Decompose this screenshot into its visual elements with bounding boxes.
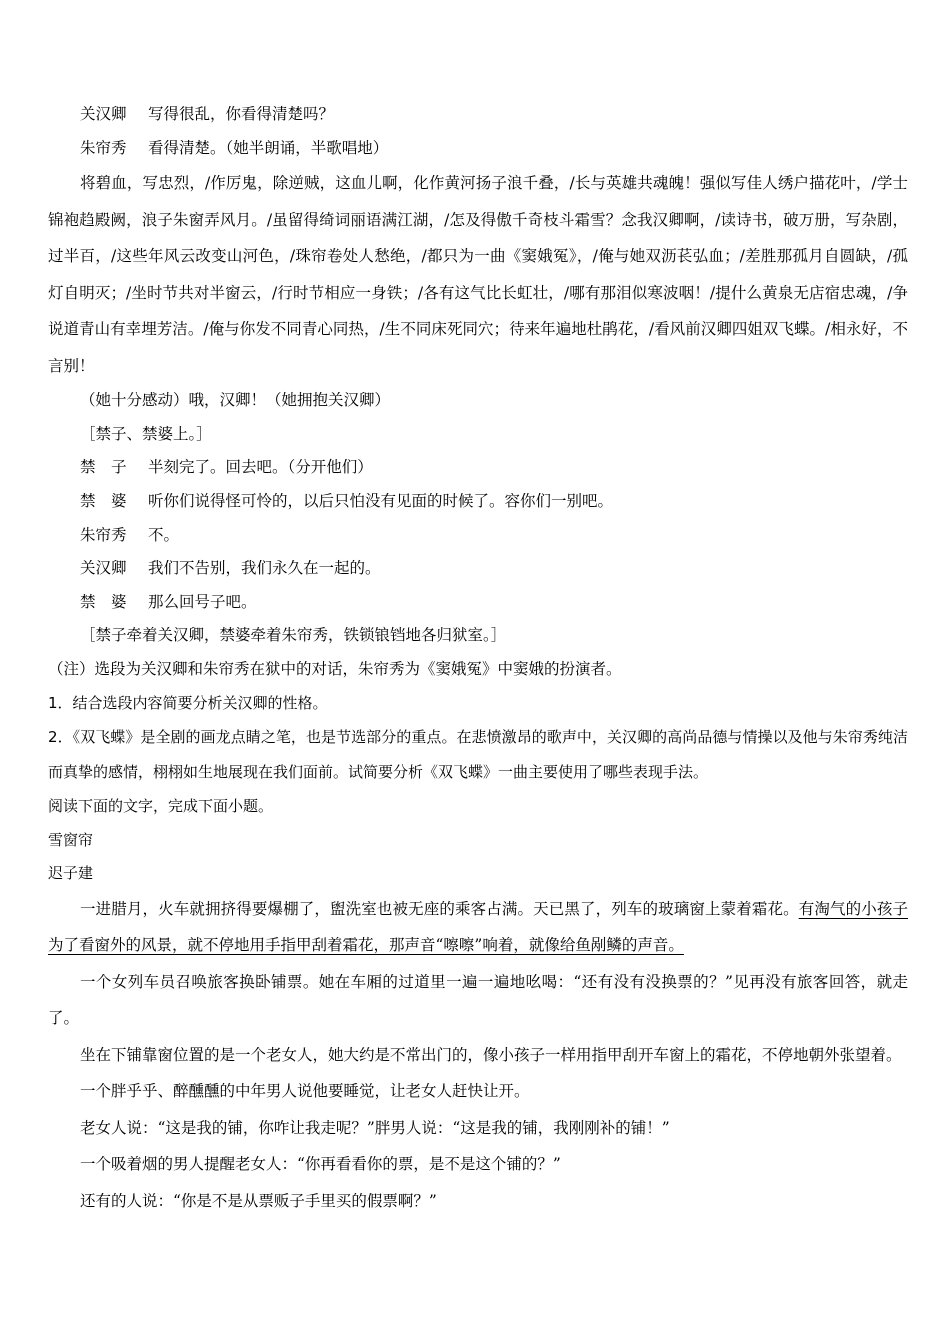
stage-direction: ［禁子牵着关汉卿，禁婆牵着朱帘秀，铁锁锒铛地各归狱室。］ [80, 626, 507, 645]
dialogue-line [48, 552, 908, 586]
story-paragraph [48, 891, 908, 964]
speaker: 关汉卿 [80, 105, 127, 123]
speaker: 朱帘秀 [80, 138, 127, 157]
story-paragraph: 坐在下铺靠窗位置的是一个老女人，她大约是不常出门的，像小孩子一样用指甲刮开车窗上的霜花，不停地朝外张望着。 [80, 1045, 902, 1064]
footnote: （注）选段为关汉卿和朱帘秀在狱中的对话，朱帘秀为《窦娥冤》中窦娥的扮演者。 [48, 659, 622, 678]
story-title: 雪窗帘 [48, 830, 94, 849]
story-paragraph: 一个胖乎乎、醉醺醺的中年男人说他要睡觉，让老女人赶快让开。 [80, 1082, 530, 1101]
story-text: 一进腊月，火车就拥挤得要爆棚了，盥洗室也被无座的乘客占满。天已黑了，列车的玻璃窗上蒙着霜花。 [80, 899, 799, 918]
dialogue-text: 写得很乱，你看得清楚吗？ [148, 105, 335, 123]
dialogue-text: 那么回号子吧。 [148, 592, 257, 611]
stage-direction: ［禁子、禁婆上。］ [80, 424, 212, 443]
dialogue-text: 不。 [148, 525, 180, 544]
speaker: 禁 婆 [80, 491, 127, 510]
story-paragraph: 一个女列车员召唤旅客换卧铺票。她在车厢的过道里一遍一遍地吆喝：“还有没有没换票的？”见再没有旅客回答，就走了。 [48, 972, 908, 1028]
dialogue-text: 听你们说得怪可怜的，以后只怕没有见面的时候了。容你们一别吧。 [148, 491, 614, 510]
dialogue-line [48, 98, 908, 132]
story-author: 迟子建 [48, 864, 94, 883]
dialogue-line [48, 519, 908, 553]
dialogue-text: 我们不告别，我们永久在一起的。 [148, 559, 381, 578]
dialogue-line [48, 132, 908, 166]
dialogue-line [48, 485, 908, 519]
speaker: 朱帘秀 [80, 525, 127, 544]
story-paragraph: 还有的人说：“你是不是从票贩子手里买的假票啊？” [80, 1191, 437, 1210]
speaker: 禁 婆 [80, 592, 127, 611]
reading-instruction: 阅读下面的文字，完成下面小题。 [48, 797, 274, 816]
dialogue-line [48, 586, 908, 620]
story-paragraph: 一个吸着烟的男人提醒老女人：“你再看看你的票，是不是这个铺的？” [80, 1155, 561, 1174]
dialogue-text: 半刻完了。回去吧。（分开他们） [148, 458, 373, 477]
speaker: 关汉卿 [80, 559, 127, 578]
speaker: 禁 子 [80, 458, 127, 477]
story-paragraph: 老女人说：“这是我的铺，你咋让我走呢？”胖男人说：“这是我的铺，我刚刚补的铺！” [80, 1118, 670, 1137]
question-1: 1．结合选段内容简要分析关汉卿的性格。 [48, 693, 328, 712]
dialogue-line [48, 451, 908, 485]
underlined-sentence: 有淘气的小孩子为了看窗外的风景，就不停地用手指甲刮着霜花，那声音“嚓嚓”响着，就像给鱼剐鳞的声音。 [48, 899, 908, 955]
document-page [48, 98, 908, 1219]
question-2: 2．《双飞蝶》是全剧的画龙点睛之笔，也是节选部分的重点。在悲愤激昂的歌声中，关汉卿的高尚品德与情操以及他与朱帘秀纯洁而真挚的感情，栩栩如生地展现在我们面前。试简要分析《双飞蝶》一曲主要使用了哪些表现手法。 [48, 728, 908, 782]
stage-direction: （她十分感动）哦，汉卿！（她拥抱关汉卿） [80, 391, 391, 410]
dialogue-text: 看得清楚。（她半朗诵，半歌唱地） [148, 138, 389, 157]
song-lyrics: 将碧血，写忠烈，/作厉鬼，除逆贼，这血儿啊，化作黄河扬子浪千叠，/长与英雄共魂魄！强似写佳人绣户描花叶，/学士锦袍趋殿阙，浪子朱窗弄风月。/虽留得绮词丽语满江湖，/怎及得傲千奇枝斗霜雪？念我汉卿啊，/读诗书，破万册，写杂剧，过半百，/这些年风云改变山河色，/珠帘卷处人愁绝，/都只为一曲《窦娥冤》，/俺与她双沥苌弘血；/差胜那孤月自圆缺，/孤灯自明灭；/坐时节共对半窗云，/行时节相应一身铁；/各有这气比长虹壮，/哪有那泪似寒波咽！/提什么黄泉无店宿忠魂，/争说道青山有幸埋芳洁。/俺与你发不同青心同热，/生不同床死同穴；待来年遍地杜鹃花，/看风前汉卿四姐双飞蝶。/相永好，不言别！ [48, 174, 908, 375]
